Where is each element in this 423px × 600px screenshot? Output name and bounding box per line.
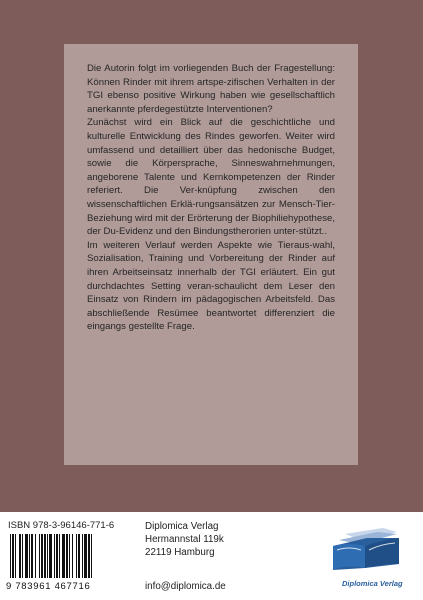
- book-logo-icon: [325, 524, 407, 580]
- barcode-bar: [41, 534, 43, 578]
- publisher-city: 22119 Hamburg: [145, 547, 215, 558]
- barcode-bar: [49, 534, 52, 578]
- barcode-bar: [66, 534, 68, 578]
- blurb-paragraph-2: Zunächst wird ein Blick auf die geschichtliche und kulturelle Entwicklung des Rindes geworfen. Weiter wird umfassend und detailliert über das hedonische Budget, sowie die Körpersprache, Sinneswahrnehmungen, angeborene Talente und Kernkompetenzen der Rinder referiert. Die Ver-knüpfung zwischen den wissenschaftlichen Erklä-rungsansätzen zur Mensch-Tier-Beziehung wird mit der Erörterung der Biophiliehypothese, der Du-Evidenz und den Bindungstherorien unter-stützt..: [87, 117, 335, 238]
- barcode-bar: [31, 534, 33, 578]
- barcode-bar: [22, 534, 23, 578]
- isbn-label: ISBN 978-3-96146-771-6: [8, 520, 115, 531]
- publisher-name: Diplomica Verlag: [145, 521, 219, 532]
- blurb-paragraph-3: Im weiteren Verlauf werden Aspekte wie Tieraus-wahl, Sozialisation, Training und Vorbereitung der Rinder auf ihren Arbeitseinsatz innerhalb der TGI erläutert. Ein gut durchdachtes Setting veran-schaulicht dem Leser den Einsatz von Rindern im pädagogischen Arbeitsfeld. Das abschließende Resümee beantwortet differenziert die eingangs gestellte Frage.: [87, 239, 335, 333]
- barcode-bar: [82, 534, 83, 578]
- barcode-bar: [84, 534, 87, 578]
- barcode-bar: [72, 534, 73, 578]
- logo-text: Diplomica Verlag: [342, 579, 403, 588]
- blurb-panel: [64, 44, 358, 465]
- publisher-address: [145, 520, 224, 559]
- barcode-bar: [39, 534, 40, 578]
- barcode-bar: [54, 534, 55, 578]
- barcode-bar: [35, 534, 36, 578]
- publisher-street: Hermannstal 119k: [145, 534, 224, 545]
- barcode-bar: [19, 534, 21, 578]
- publisher-email[interactable]: info@diplomica.de: [145, 581, 226, 592]
- imprint-bar: [0, 512, 423, 600]
- barcode-bar: [78, 534, 80, 578]
- barcode-bar: [91, 534, 92, 578]
- barcode-bar: [47, 534, 48, 578]
- barcode-bar: [69, 534, 70, 578]
- barcode: [8, 534, 126, 580]
- barcode-bar: [12, 534, 14, 578]
- barcode-bar: [29, 534, 30, 578]
- blurb-paragraph-1: Die Autorin folgt im vorliegenden Buch der Fragestellung: Können Rinder mit ihrem artspe-zifischen Verhalten in der TGI ebenso positive Wirkung haben wie gesellschaftlich anerkannte pferdegestützte Interventionen?: [87, 63, 335, 115]
- barcode-bar: [88, 534, 90, 578]
- barcode-bar: [44, 534, 46, 578]
- barcode-bar: [62, 534, 65, 578]
- barcode-bar: [10, 534, 11, 578]
- barcode-bar: [56, 534, 58, 578]
- barcode-bar: [25, 534, 28, 578]
- barcode-digits: 9 783961 467716: [6, 581, 91, 592]
- barcode-bar: [76, 534, 77, 578]
- barcode-bar: [59, 534, 60, 578]
- barcode-bar: [15, 534, 16, 578]
